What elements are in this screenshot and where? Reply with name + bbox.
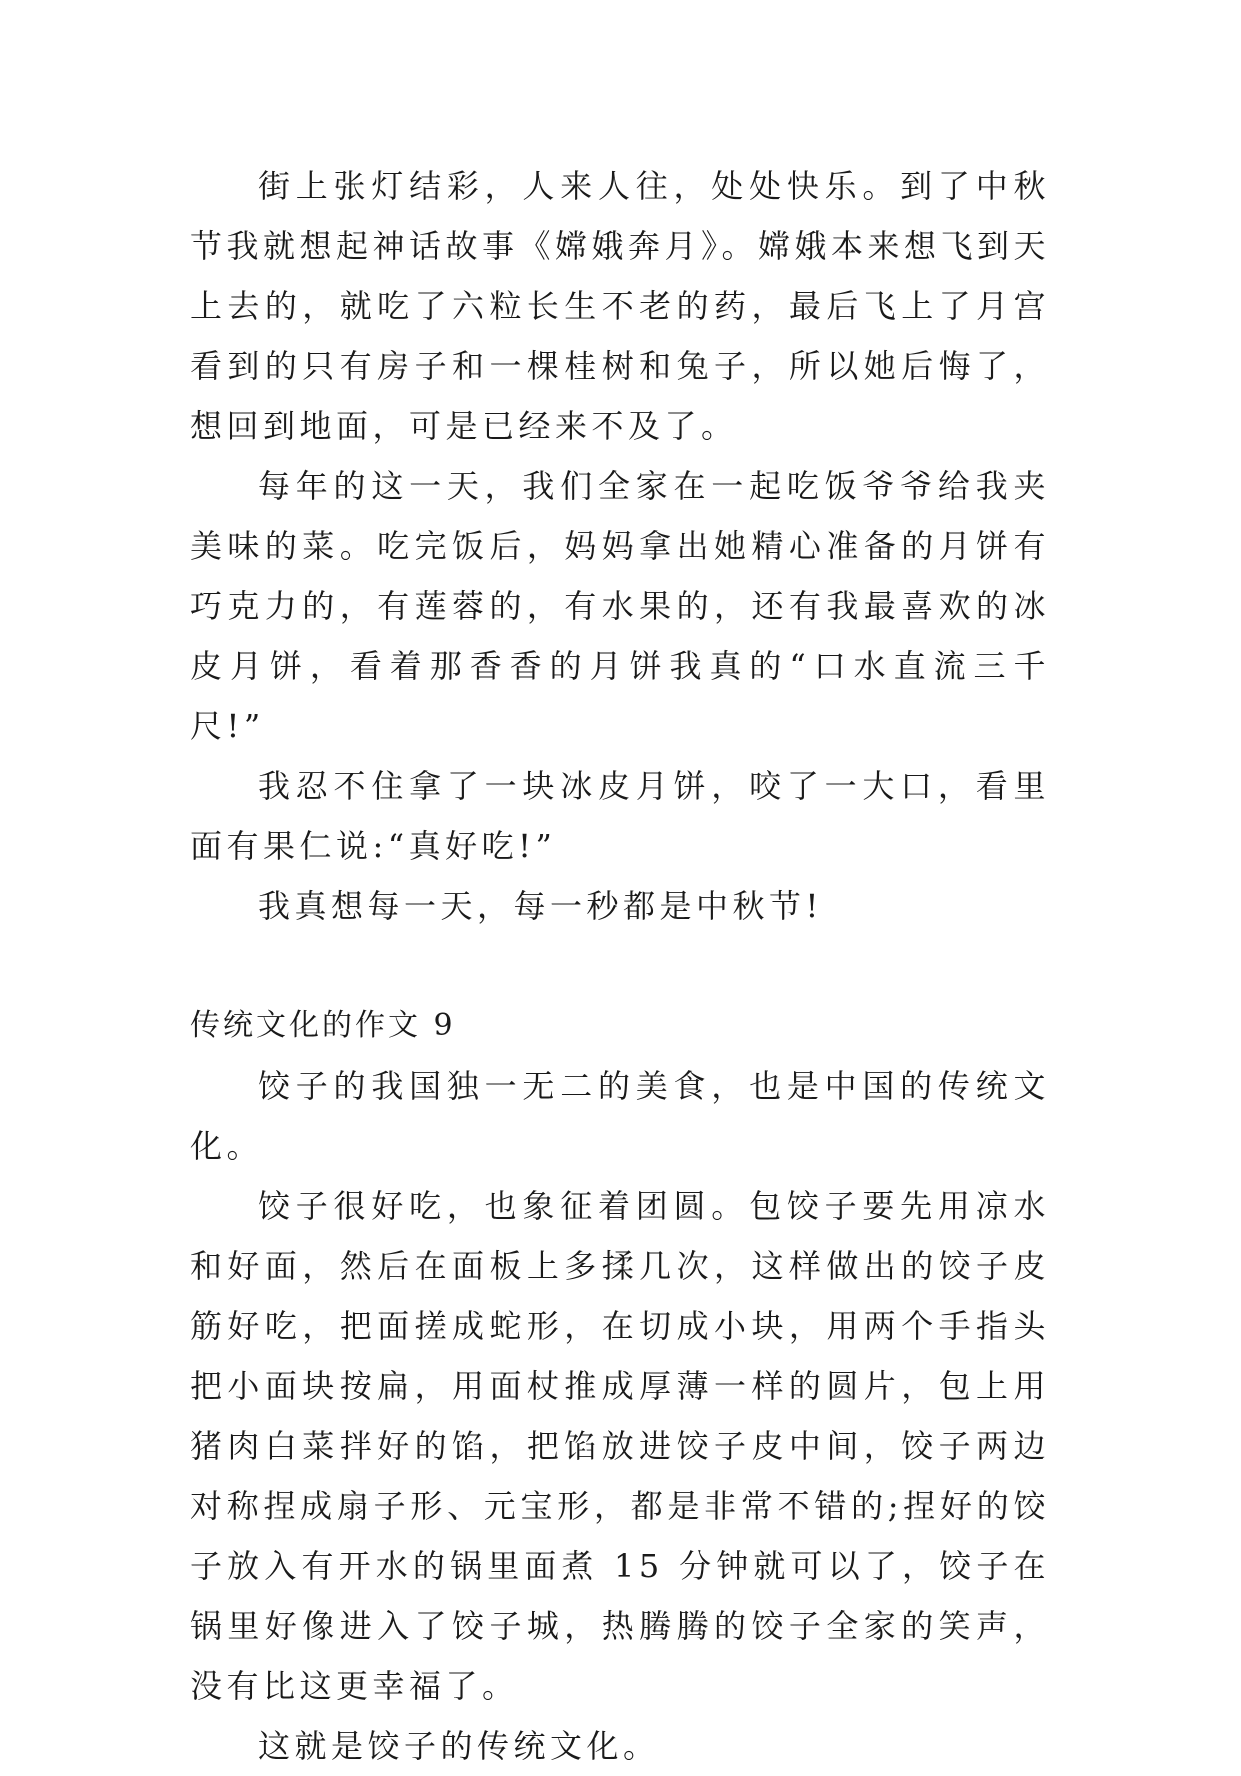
paragraph-dumpling-intro: 饺子的我国独一无二的美食，也是中国的传统文化。: [190, 1067, 1050, 1165]
paragraph-wish: 我真想每一天，每一秒都是中秋节!: [258, 887, 823, 925]
paragraph-moon-festival-story: 街上张灯结彩，人来人往，处处快乐。到了中秋节我就想起神话故事《嫦娥奔月》。嫦娥本来想飞到天上去的，就吃了六粒长生不老的药，最后飞上了月宫看到的只有房子和一棵桂树和兔子，所以她后悔了，想回到地面，可是已经来不及了。: [190, 167, 1051, 445]
paragraph-mooncake-bite: 我忍不住拿了一块冰皮月饼，咬了一大口，看里面有果仁说:“真好吃!”: [190, 767, 1050, 865]
paragraph-dumpling-conclusion: 这就是饺子的传统文化。: [258, 1727, 660, 1765]
section-spacer: [190, 936, 1050, 996]
paragraph-family-dinner: 每年的这一天，我们全家在一起吃饭爷爷给我夹美味的菜。吃完饭后，妈妈拿出她精心准备的月饼有巧克力的，有莲蓉的，有水果的，还有我最喜欢的冰皮月饼，看着那香香的月饼我真的“口水直流三千尺!”: [190, 467, 1050, 745]
essay-heading: 传统文化的作文 9: [190, 1008, 456, 1043]
paragraph-dumpling-making: 饺子很好吃，也象征着团圆。包饺子要先用凉水和好面，然后在面板上多揉几次，这样做出的饺子皮筋好吃，把面搓成蛇形，在切成小块，用两个手指头把小面块按扁，用面杖推成厚薄一样的圆片，包上用猪肉白菜拌好的馅，把馅放进饺子皮中间，饺子两边对称捏成扇子形、元宝形，都是非常不错的;捏好的饺子放入有开水的锅里面煮 15 分钟就可以了，饺子在锅里好像进入了饺子城，热腾腾的饺子全家的笑声，没有比这更幸福了。: [190, 1187, 1050, 1705]
document-body: [190, 156, 1050, 1776]
